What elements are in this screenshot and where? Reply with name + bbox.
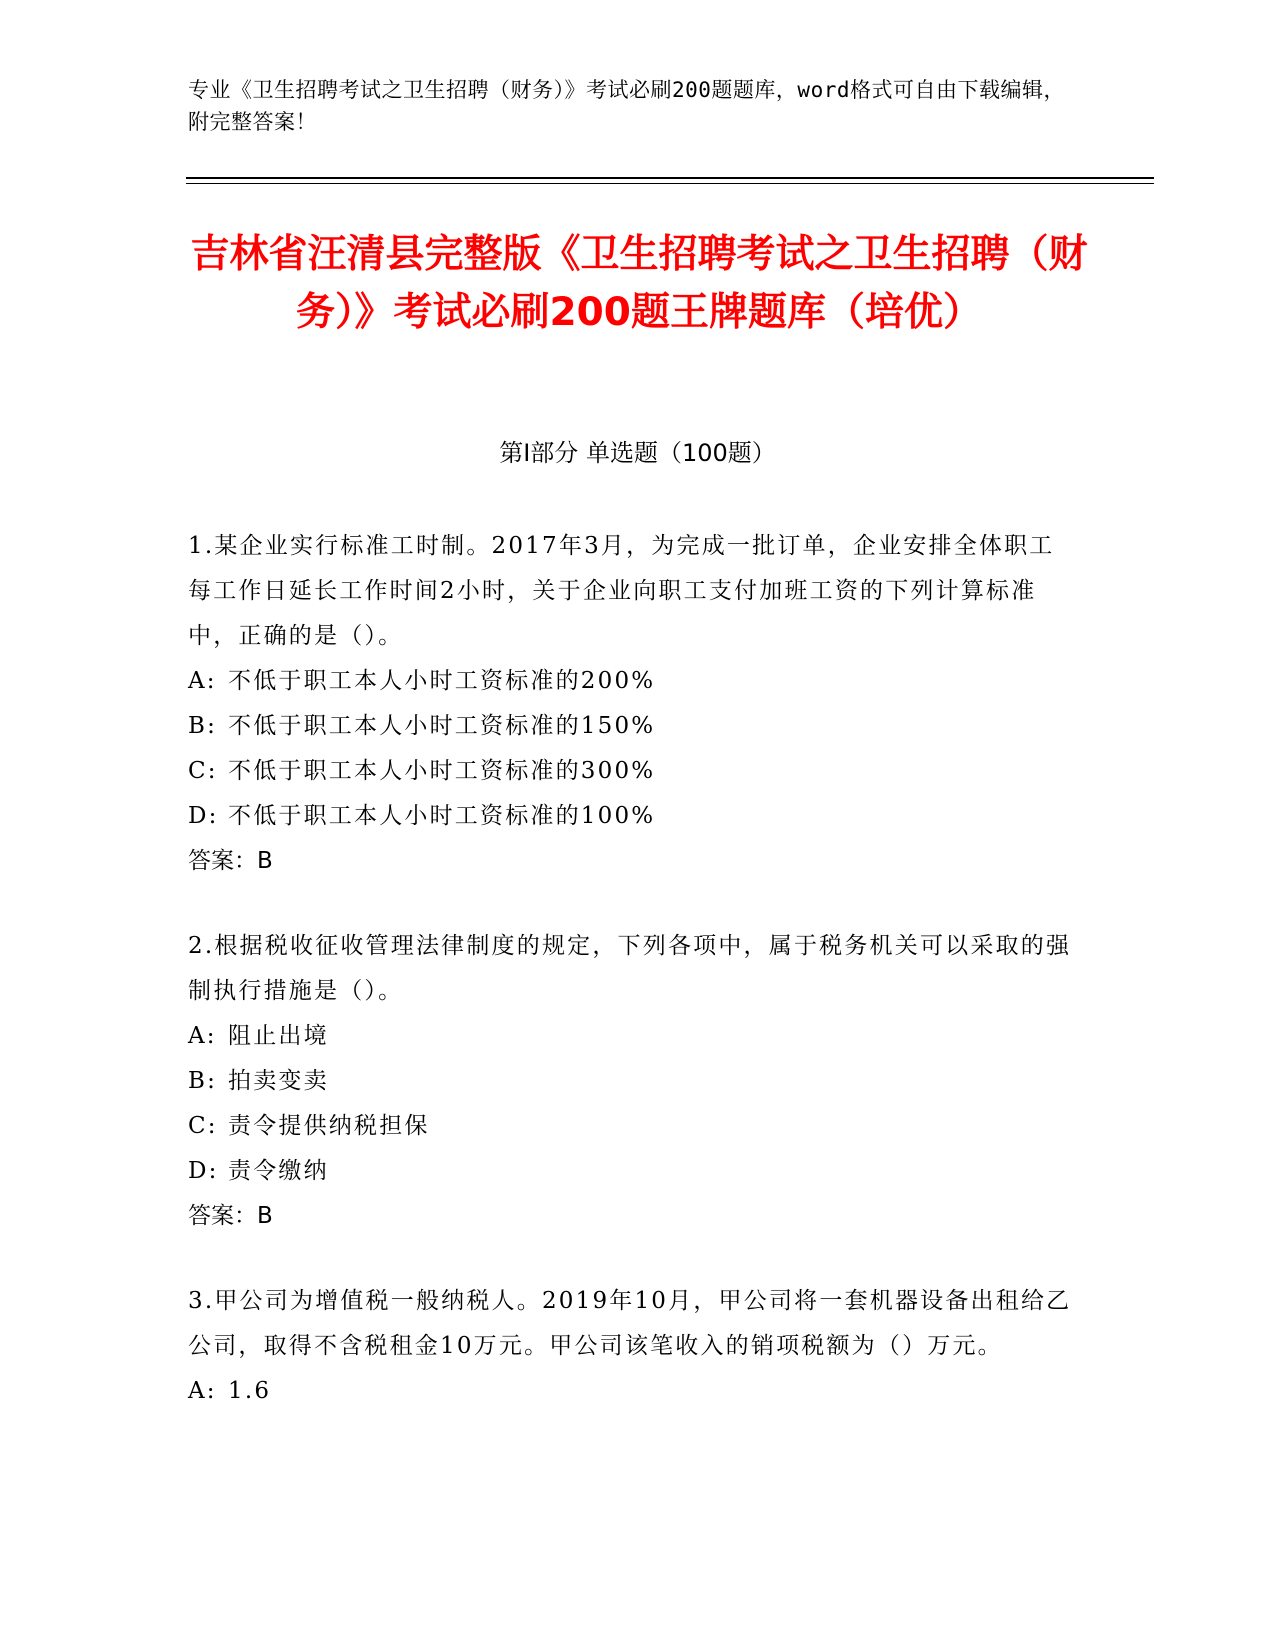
header-rule-thick [186,177,1154,179]
document-title: 吉林省汪清县完整版《卫生招聘考试之卫生招聘（财务）》考试必刷200题王牌题库（培优） [190,232,1088,335]
option-text: 责令缴纳 [228,1158,329,1184]
option-text: 不低于职工本人小时工资标准的150% [228,713,656,739]
option-key: D: [188,1158,219,1184]
question-2 [188,924,1076,1239]
header-rule-thin [186,183,1154,184]
option-key: C: [188,1113,218,1139]
option-a [188,1014,1076,1059]
option-b [188,704,1076,749]
option-text: 不低于职工本人小时工资标准的200% [228,668,656,694]
option-text: 不低于职工本人小时工资标准的100% [228,803,656,829]
option-text: 不低于职工本人小时工资标准的300% [228,758,656,784]
option-c [188,749,1076,794]
option-key: A: [188,1378,217,1404]
option-key: B: [188,713,218,739]
option-b [188,1059,1076,1104]
option-key: A: [188,1023,217,1049]
option-text: 阻止出境 [228,1023,329,1049]
question-list [188,524,1076,1454]
option-key: A: [188,668,217,694]
question-3 [188,1279,1076,1414]
answer-line: 答案：B [188,848,273,874]
option-d [188,794,1076,839]
option-text: 1.6 [228,1378,272,1404]
option-text: 责令提供纳税担保 [228,1113,430,1139]
question-stem: 1.某企业实行标准工时制。2017年3月，为完成一批订单，企业安排全体职工每工作日延长工作时间2小时，关于企业向职工支付加班工资的下列计算标准中，正确的是（）。 [188,533,1055,649]
answer-line: 答案：B [188,1203,273,1229]
option-text: 拍卖变卖 [228,1068,329,1094]
option-a [188,1369,1076,1414]
option-key: D: [188,803,219,829]
option-key: C: [188,758,218,784]
question-stem: 2.根据税收征收管理法律制度的规定，下列各项中，属于税务机关可以采取的强制执行措施是（）。 [188,933,1072,1004]
option-c [188,1104,1076,1149]
option-d [188,1149,1076,1194]
question-stem: 3.甲公司为增值税一般纳税人。2019年10月，甲公司将一套机器设备出租给乙公司，取得不含税租金10万元。甲公司该笔收入的销项税额为（）万元。 [188,1288,1072,1359]
option-key: B: [188,1068,218,1094]
question-1 [188,524,1076,884]
header-note: 专业《卫生招聘考试之卫生招聘（财务）》考试必刷200题题库，word格式可自由下载编辑，附完整答案！ [188,78,1065,134]
option-a [188,659,1076,704]
section-heading: 第I部分 单选题（100题） [499,439,776,467]
